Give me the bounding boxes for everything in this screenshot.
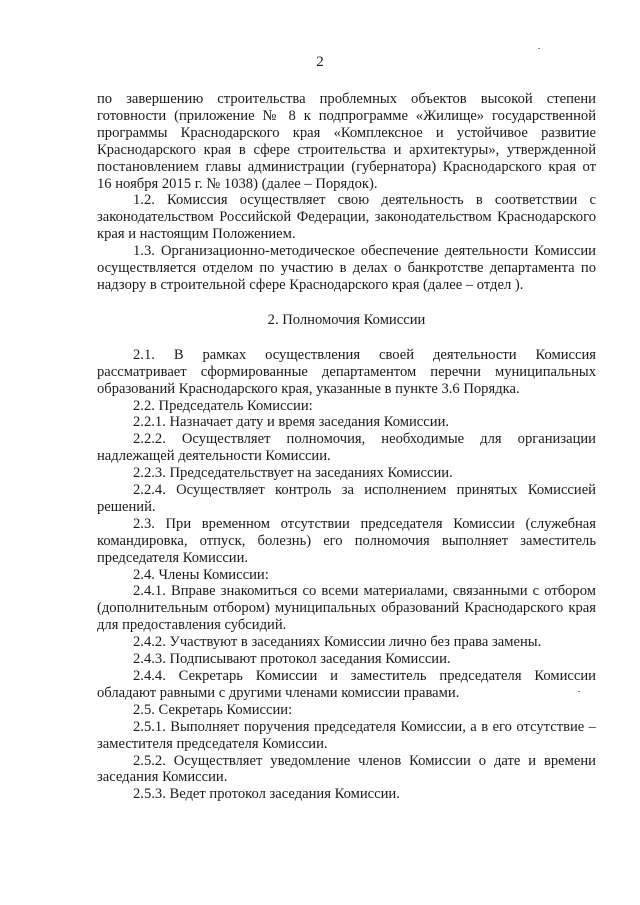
- paragraph-2-4-1: 2.4.1. Вправе знакомиться со всеми материалами, связанными с отбором (дополнительным отбором) муниципальных образований Краснодарского края для предоставления субсидий.: [97, 583, 596, 634]
- paragraph-2-2-4: 2.2.4. Осуществляет контроль за исполнением принятых Комиссией решений.: [97, 482, 596, 515]
- paragraph-2-4-2: 2.4.2. Участвуют в заседаниях Комиссии лично без права замены.: [133, 634, 542, 651]
- paragraph-2-5-2: 2.5.2. Осуществляет уведомление членов Комиссии о дате и времени заседания Комиссии.: [97, 752, 596, 786]
- paragraph-2-4-4: 2.4.4. Секретарь Комиссии и заместитель председателя Комиссии обладают равными с другими членами комиссии правами.: [97, 668, 596, 701]
- paragraph-2-2-2: 2.2.2. Осуществляет полномочия, необходимые для организации надлежащей деятельности Комиссии.: [97, 431, 596, 465]
- section-heading: 2. Полномочия Комиссии: [267, 311, 426, 328]
- paragraph-1-2: 1.2. Комиссия осуществляет свою деятельность в соответствии с законодательством Российской Федерации, законодательством Краснодарского края и настоящим Положением.: [97, 192, 596, 243]
- paragraph-2-2-3: 2.2.3. Председательствует на заседаниях Комиссии.: [133, 465, 453, 482]
- paragraph-2-5-1: 2.5.1. Выполняет поручения председателя Комиссии, а в его отсутствие – заместителя председателя Комиссии.: [97, 718, 596, 752]
- paragraph-2-5-3: 2.5.3. Ведет протокол заседания Комиссии.: [133, 786, 400, 803]
- paragraph-2-2-1: 2.2.1. Назначает дату и время заседания Комиссии.: [133, 414, 450, 431]
- paragraph-1-3: 1.3. Организационно-методическое обеспечение деятельности Комиссии осуществляется отделом по участию в делах о банкротстве департамента по надзору в строительной сфере Краснодарского края (далее – отдел ).: [97, 243, 596, 293]
- document-body: [97, 91, 596, 803]
- paragraph-2-2: 2.2. Председатель Комиссии:: [133, 397, 313, 414]
- paragraph-intro-continuation: по завершению строительства проблемных объектов высокой степени готовности (приложение № 8 к подпрограмме «Жилище» государственной программы Краснодарского края «Комплексное и устойчивое развитие Краснодарского края в сфере строительства и архитектуры», утвержденной постановлением главы администрации (губернатора) Краснодарского края от 16 ноября 2015 г. № 1038) (далее – Порядок).: [97, 91, 596, 192]
- paragraph-2-3: 2.3. При временном отсутствии председателя Комиссии (служебная командировка, отпуск, болезнь) его полномочия выполняет заместитель председателя Комиссии.: [97, 515, 596, 566]
- paragraph-2-1: 2.1. В рамках осуществления своей деятельности Комиссия рассматривает сформированные департаментом перечни муниципальных образований Краснодарского края, указанные в пункте 3.6 Порядка.: [97, 346, 596, 397]
- paragraph-2-4: 2.4. Члены Комиссии:: [133, 566, 269, 583]
- page-number: 2: [316, 54, 324, 70]
- scan-speck: [578, 691, 580, 692]
- paragraph-2-5: 2.5. Секретарь Комиссии:: [133, 701, 293, 718]
- paragraph-2-4-3: 2.4.3. Подписывают протокол заседания Комиссии.: [133, 651, 451, 668]
- scan-speck: [538, 48, 540, 49]
